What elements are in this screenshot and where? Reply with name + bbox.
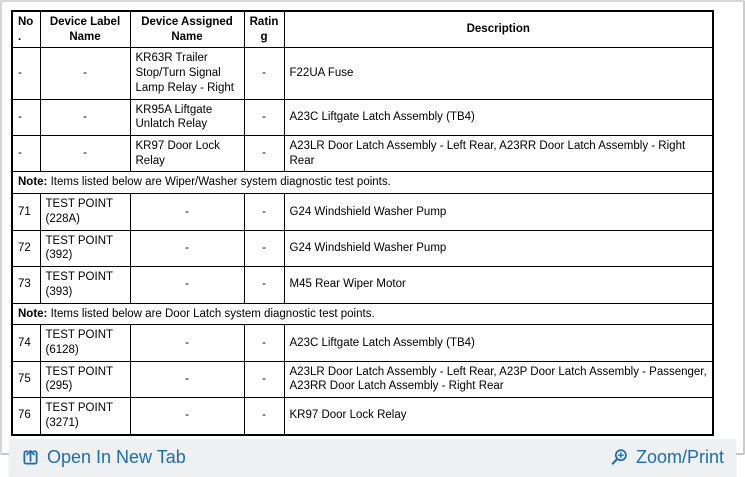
cell-device-assigned-name: - bbox=[130, 361, 244, 397]
cell-device-label-name: TEST POINT (3271) bbox=[40, 398, 130, 435]
cell-device-assigned-name: - bbox=[130, 230, 244, 266]
table-row bbox=[12, 325, 713, 361]
cell-device-assigned-name: - bbox=[130, 194, 244, 230]
cell-no: - bbox=[12, 99, 40, 135]
cell-no: 72 bbox=[12, 230, 40, 266]
cell-device-label-name: TEST POINT (295) bbox=[40, 361, 130, 397]
note-row bbox=[12, 172, 713, 194]
note-prefix: Note: bbox=[18, 176, 48, 189]
cell-device-label-name: TEST POINT (6128) bbox=[40, 325, 130, 361]
cell-no: 75 bbox=[12, 361, 40, 397]
table-row bbox=[12, 48, 713, 99]
cell-description: A23LR Door Latch Assembly - Left Rear, A23P Door Latch Assembly - Passenger, A23RR Door Latch Assembly - Right Rear bbox=[284, 361, 713, 397]
table-container bbox=[2, 2, 743, 436]
cell-description: G24 Windshield Washer Pump bbox=[284, 230, 713, 266]
cell-rating: - bbox=[244, 267, 284, 303]
cell-description: A23C Liftgate Latch Assembly (TB4) bbox=[284, 325, 713, 361]
magnifier-plus-icon bbox=[610, 448, 629, 467]
table-body bbox=[12, 48, 713, 435]
open-in-new-tab-icon bbox=[21, 448, 40, 467]
col-header-rating: Rating bbox=[244, 11, 284, 48]
note-prefix: Note: bbox=[18, 307, 48, 320]
table-row bbox=[12, 194, 713, 230]
cell-description: A23LR Door Latch Assembly - Left Rear, A23RR Door Latch Assembly - Right Rear bbox=[284, 136, 713, 172]
table-row bbox=[12, 398, 713, 435]
cell-rating: - bbox=[244, 48, 284, 99]
cell-description: F22UA Fuse bbox=[284, 48, 713, 99]
cell-no: - bbox=[12, 48, 40, 99]
cell-rating: - bbox=[244, 361, 284, 397]
cell-rating: - bbox=[244, 230, 284, 266]
cell-device-label-name: - bbox=[40, 48, 130, 99]
cell-description: KR97 Door Lock Relay bbox=[284, 398, 713, 435]
cell-description: A23C Liftgate Latch Assembly (TB4) bbox=[284, 99, 713, 135]
cell-device-label-name: TEST POINT (392) bbox=[40, 230, 130, 266]
zoom-print-link[interactable] bbox=[610, 447, 724, 468]
table-row bbox=[12, 99, 713, 135]
col-header-no: No. bbox=[12, 11, 40, 48]
cell-no: - bbox=[12, 136, 40, 172]
cell-device-label-name: - bbox=[40, 99, 130, 135]
note-cell: Note: Items listed below are Door Latch system diagnostic test points. bbox=[12, 303, 713, 325]
open-in-new-tab-label: Open In New Tab bbox=[47, 447, 186, 468]
cell-device-label-name: - bbox=[40, 136, 130, 172]
cell-description: M45 Rear Wiper Motor bbox=[284, 267, 713, 303]
cell-device-assigned-name: KR97 Door Lock Relay bbox=[130, 136, 244, 172]
cell-device-assigned-name: - bbox=[130, 267, 244, 303]
zoom-print-label: Zoom/Print bbox=[635, 447, 724, 468]
col-header-device-label-name: Device Label Name bbox=[40, 11, 130, 48]
table-row bbox=[12, 136, 713, 172]
table-row bbox=[12, 230, 713, 266]
cell-device-label-name: TEST POINT (393) bbox=[40, 267, 130, 303]
cell-rating: - bbox=[244, 194, 284, 230]
cell-no: 73 bbox=[12, 267, 40, 303]
note-cell: Note: Items listed below are Wiper/Washer system diagnostic test points. bbox=[12, 172, 713, 194]
cell-no: 74 bbox=[12, 325, 40, 361]
cell-rating: - bbox=[244, 136, 284, 172]
cell-device-assigned-name: KR95A Liftgate Unlatch Relay bbox=[130, 99, 244, 135]
open-in-new-tab-link[interactable] bbox=[21, 447, 186, 468]
cell-device-assigned-name: - bbox=[130, 325, 244, 361]
cell-device-assigned-name: KR63R Trailer Stop/Turn Signal Lamp Relay - Right bbox=[130, 48, 244, 99]
col-header-description: Description bbox=[284, 11, 713, 48]
col-header-device-assigned-name: Device Assigned Name bbox=[130, 11, 244, 48]
cell-rating: - bbox=[244, 325, 284, 361]
cell-device-assigned-name: - bbox=[130, 398, 244, 435]
cell-description: G24 Windshield Washer Pump bbox=[284, 194, 713, 230]
footer-bar bbox=[9, 439, 736, 477]
cell-device-label-name: TEST POINT (228A) bbox=[40, 194, 130, 230]
fuse-relay-table bbox=[11, 10, 714, 436]
cell-no: 76 bbox=[12, 398, 40, 435]
table-row bbox=[12, 267, 713, 303]
cell-rating: - bbox=[244, 398, 284, 435]
table-row bbox=[12, 361, 713, 397]
cell-rating: - bbox=[244, 99, 284, 135]
note-row bbox=[12, 303, 713, 325]
header-row bbox=[12, 11, 713, 48]
cell-no: 71 bbox=[12, 194, 40, 230]
